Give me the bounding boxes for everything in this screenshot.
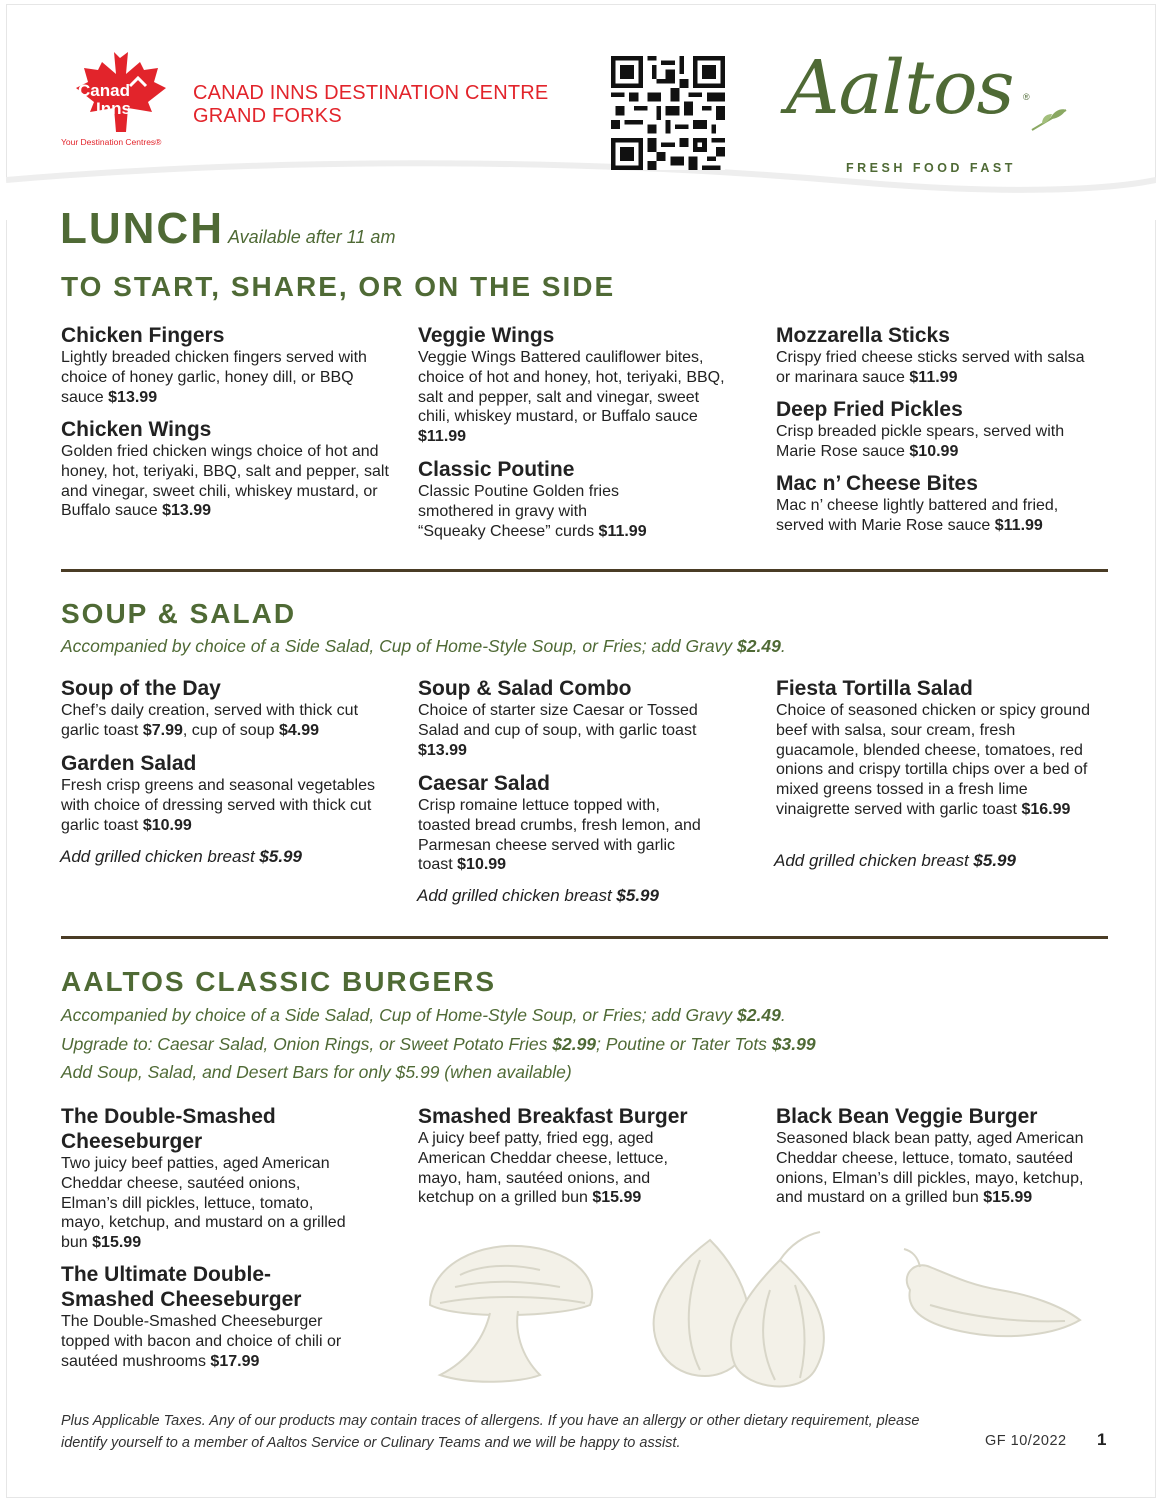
item-price: $10.99 bbox=[142, 816, 192, 834]
section-note: Accompanied by choice of a Side Salad, Cup of Home-Style Soup, or Fries; add Gravy $2.49. bbox=[61, 636, 786, 656]
item-price: $16.99 bbox=[1021, 800, 1071, 818]
item-name: Deep Fried Pickles bbox=[776, 398, 963, 421]
item-desc-text: Choice of seasoned chicken or spicy ground beef with salsa, sour cream, fresh guacamole, blended cheese, tomatoes, red onions and crispy tortilla chips over a bed of mixed greens tossed in a fresh lime vinaigrette served with garlic toast bbox=[776, 702, 1090, 818]
item-price: $10.99 bbox=[457, 856, 507, 874]
item-desc-text: Crisp romaine lettuce topped with, toasted bread crumbs, fresh lemon, and Parmesan cheese served with garlic toast bbox=[418, 797, 701, 874]
item-name: Smashed Breakfast Burger bbox=[418, 1105, 688, 1128]
location-line2: GRAND FORKS bbox=[193, 105, 342, 127]
menu-item bbox=[61, 323, 391, 407]
item-description bbox=[776, 701, 1092, 820]
item-desc-text: Lightly breaded chicken fingers served with choice of honey garlic, honey dill, or BBQ sauce bbox=[61, 349, 367, 406]
item-price: $15.99 bbox=[92, 1234, 142, 1252]
section-title-burgers: AALTOS CLASSIC BURGERS bbox=[61, 966, 496, 997]
item-price: $11.99 bbox=[418, 428, 467, 446]
note-price: $2.49 bbox=[737, 636, 781, 656]
item-price: $15.99 bbox=[983, 1189, 1033, 1207]
menu-item bbox=[418, 323, 734, 447]
location-title bbox=[193, 82, 548, 128]
item-price: $10.99 bbox=[909, 442, 959, 460]
addon-price: $5.99 bbox=[259, 847, 302, 866]
leaf-icon bbox=[1030, 104, 1070, 134]
item-description bbox=[776, 422, 1086, 462]
item-description bbox=[61, 442, 391, 521]
addon-price: $5.99 bbox=[973, 851, 1016, 870]
menu-item bbox=[61, 1104, 361, 1253]
item-price: $13.99 bbox=[162, 502, 212, 520]
canad-brand-line1: Canad bbox=[78, 81, 130, 100]
menu-item bbox=[418, 457, 650, 541]
item-name: Chicken Fingers bbox=[61, 324, 225, 347]
item-price: $17.99 bbox=[210, 1352, 260, 1370]
menu-item bbox=[776, 1104, 1116, 1208]
section-note: Add Soup, Salad, and Desert Bars for only $5.99 (when available) bbox=[61, 1062, 572, 1082]
menu-title: LUNCH bbox=[60, 204, 224, 253]
item-description bbox=[61, 1154, 361, 1253]
menu-item bbox=[776, 397, 1086, 462]
item-description bbox=[418, 348, 734, 447]
addon-label: Add grilled chicken breast bbox=[60, 847, 255, 866]
item-description bbox=[776, 496, 1092, 536]
qr-code-icon[interactable] bbox=[611, 56, 725, 170]
aaltos-logo-text: Aaltos bbox=[786, 45, 1014, 131]
item-description bbox=[61, 701, 391, 741]
section-title-starters: TO START, SHARE, OR ON THE SIDE bbox=[61, 271, 616, 302]
item-name: Mac n’ Cheese Bites bbox=[776, 472, 978, 495]
item-price: $11.99 bbox=[909, 368, 958, 386]
item-price: $7.99 bbox=[142, 721, 183, 739]
item-price: $11.99 bbox=[598, 522, 647, 540]
item-name: Chicken Wings bbox=[61, 418, 212, 441]
item-description bbox=[418, 482, 650, 541]
item-name: Soup of the Day bbox=[61, 677, 221, 700]
note-price: $2.99 bbox=[552, 1034, 597, 1054]
note-price: $2.49 bbox=[737, 1005, 781, 1025]
note-price: $3.99 bbox=[771, 1034, 816, 1054]
item-desc-text: Crisp breaded pickle spears, served with Marie Rose sauce bbox=[776, 423, 1065, 460]
note-text: Accompanied by choice of a Side Salad, Cup of Home-Style Soup, or Fries; add Gravy bbox=[61, 1005, 733, 1025]
item-name: Caesar Salad bbox=[418, 772, 550, 795]
mushroom-sketch-icon bbox=[400, 1225, 620, 1395]
item-desc-text: The Double-Smashed Cheeseburger topped with bacon and choice of chili or sautéed mushrooms bbox=[61, 1313, 342, 1370]
addon-option bbox=[417, 886, 659, 906]
menu-item bbox=[61, 676, 391, 741]
item-desc-text: Classic Poutine Golden fries smothered in gravy with “Squeaky Cheese” curds bbox=[418, 483, 619, 540]
onion-sketch-icon bbox=[630, 1220, 870, 1400]
page-number: 1 bbox=[1097, 1430, 1107, 1449]
addon-label: Add grilled chicken breast bbox=[417, 886, 612, 905]
item-desc-text: Golden fried chicken wings choice of hot and honey, hot, teriyaki, BBQ, salt and pepper, salt and vinegar, sweet chili, whiskey mustard, or Buffalo sauce bbox=[61, 443, 389, 520]
item-desc-text: A juicy beef patty, fried egg, aged American Cheddar cheese, lettuce, mayo, ham, sautéed onions, and ketchup on a grilled bun bbox=[418, 1130, 668, 1207]
menu-availability: Available after 11 am bbox=[228, 227, 396, 247]
item-price: $13.99 bbox=[418, 741, 467, 759]
item-desc-text: Two juicy beef patties, aged American Cheddar cheese, sautéed onions, Elman’s dill pickles, lettuce, tomato, mayo, ketchup, and mustard on a grilled bun bbox=[61, 1155, 346, 1252]
item-name: Fiesta Tortilla Salad bbox=[776, 677, 973, 700]
item-description bbox=[61, 1312, 351, 1371]
item-desc-text: , cup of soup bbox=[182, 721, 275, 739]
item-price: $13.99 bbox=[108, 388, 158, 406]
section-note bbox=[61, 1034, 816, 1055]
section-divider bbox=[61, 936, 1108, 939]
item-description bbox=[418, 1129, 698, 1208]
item-description bbox=[418, 701, 708, 760]
item-desc-text: Veggie Wings Battered cauliflower bites, choice of hot and honey, hot, teriyaki, BBQ, salt and pepper, salt and vinegar, sweet chili, whiskey mustard, or Buffalo sauce bbox=[418, 349, 725, 426]
addon-option bbox=[774, 851, 1016, 871]
form-code: GF 10/2022 bbox=[985, 1433, 1067, 1449]
item-description bbox=[776, 348, 1086, 388]
item-name: Soup & Salad Combo bbox=[418, 677, 632, 700]
menu-item bbox=[418, 676, 708, 760]
menu-item bbox=[776, 471, 1092, 536]
menu-item bbox=[61, 417, 391, 521]
item-desc-text: Seasoned black bean patty, aged American Cheddar cheese, lettuce, tomato, sautéed onions, Elman’s dill pickles, mayo, ketchup, and mustard on a grilled bun bbox=[776, 1130, 1084, 1207]
item-desc-text: Choice of starter size Caesar or Tossed Salad and cup of soup, with garlic toast bbox=[418, 702, 698, 739]
addon-price: $5.99 bbox=[616, 886, 659, 905]
menu-item bbox=[418, 1104, 718, 1208]
item-price: $11.99 bbox=[994, 516, 1043, 534]
aaltos-registered-mark: ® bbox=[1023, 92, 1030, 102]
item-price: $15.99 bbox=[592, 1189, 642, 1207]
pepper-sketch-icon bbox=[890, 1245, 1090, 1355]
item-description bbox=[776, 1129, 1112, 1208]
item-name: Mozzarella Sticks bbox=[776, 324, 950, 347]
item-name: Black Bean Veggie Burger bbox=[776, 1105, 1038, 1128]
addon-label: Add grilled chicken breast bbox=[774, 851, 969, 870]
item-description bbox=[61, 348, 391, 407]
item-name: Veggie Wings bbox=[418, 324, 555, 347]
item-description bbox=[61, 776, 381, 835]
note-text: Accompanied by choice of a Side Salad, Cup of Home-Style Soup, or Fries; add Gravy bbox=[61, 636, 733, 656]
item-name: Classic Poutine bbox=[418, 458, 575, 481]
item-name: The Double-Smashed Cheeseburger bbox=[61, 1105, 276, 1153]
item-price: $4.99 bbox=[278, 721, 319, 739]
item-name: Garden Salad bbox=[61, 752, 197, 775]
menu-item bbox=[776, 323, 1086, 388]
menu-item bbox=[61, 1262, 351, 1371]
canad-tagline: Your Destination Centres® bbox=[61, 137, 162, 147]
allergen-disclaimer: Plus Applicable Taxes. Any of our products may contain traces of allergens. If you have an allergy or other dietary requirement, please identify yourself to a member of Aaltos Service or Culinary Teams and we will be happy to assist. bbox=[61, 1413, 920, 1451]
menu-item bbox=[61, 751, 381, 835]
section-title-soup-salad: SOUP & SALAD bbox=[61, 598, 297, 629]
item-desc-text: Chef’s daily creation, served with thick cut garlic toast bbox=[61, 702, 359, 739]
item-desc-text: Mac n’ cheese lightly battered and fried, served with Marie Rose sauce bbox=[776, 497, 1059, 534]
maple-leaf-icon bbox=[58, 40, 178, 150]
section-note: Accompanied by choice of a Side Salad, Cup of Home-Style Soup, or Fries; add Gravy $2.49. bbox=[61, 1005, 786, 1025]
note-text: Upgrade to: Caesar Salad, Onion Rings, or Sweet Potato Fries bbox=[61, 1034, 548, 1054]
item-desc-text: Fresh crisp greens and seasonal vegetables with choice of dressing served with thick cut garlic toast bbox=[61, 777, 375, 834]
section-divider bbox=[61, 569, 1108, 572]
item-description bbox=[418, 796, 708, 875]
item-name: The Ultimate Double-Smashed Cheeseburger bbox=[61, 1263, 302, 1311]
menu-item bbox=[776, 676, 1092, 820]
item-desc-text: Crispy fried cheese sticks served with salsa or marinara sauce bbox=[776, 349, 1085, 386]
menu-item bbox=[418, 771, 708, 875]
location-line1: CANAD INNS DESTINATION CENTRE bbox=[193, 82, 549, 104]
canad-brand-line2: Inns bbox=[96, 99, 131, 118]
aaltos-tagline: FRESH FOOD FAST bbox=[846, 161, 1016, 175]
addon-option bbox=[60, 847, 302, 867]
note-text: ; Poutine or Tater Tots bbox=[596, 1034, 767, 1054]
